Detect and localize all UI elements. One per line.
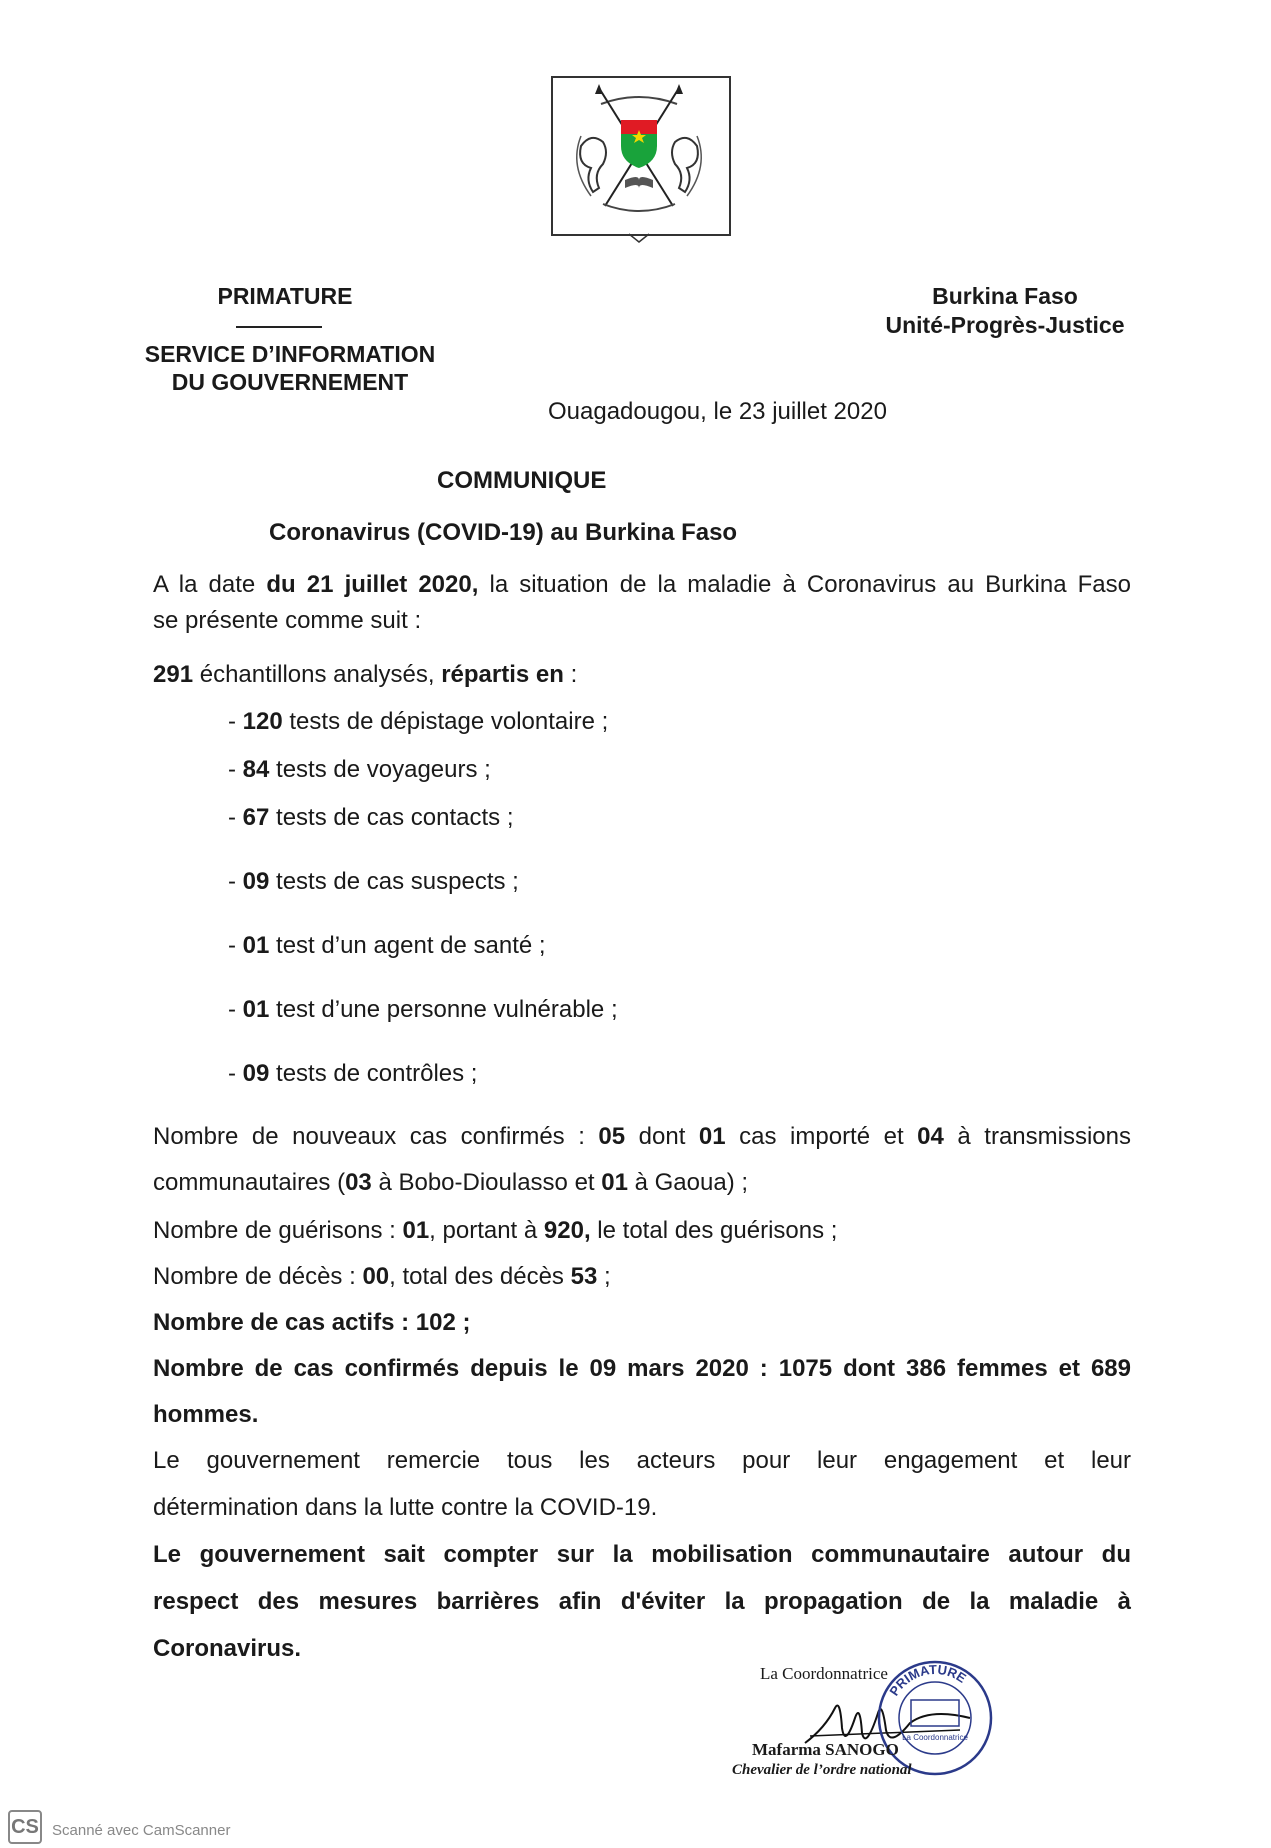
confirmed-line2: hommes.	[153, 1401, 259, 1428]
deaths-text: , total des décès	[389, 1263, 571, 1290]
header-service-line2: DU GOUVERNEMENT	[171, 369, 409, 395]
new-cases-text: à Bobo-Dioulasso et	[371, 1169, 602, 1196]
confirmed-line1: Nombre de cas confirmés depuis le 09 mars 2020 : 1075 dont 386 femmes et 689	[153, 1355, 1131, 1382]
test-label: tests de contrôles ;	[269, 1060, 478, 1087]
svg-text:PRIMATURE	[886, 1662, 969, 1699]
samples-split: répartis en	[441, 661, 564, 688]
signature-role: La Coordonnatrice	[760, 1664, 888, 1683]
test-item: - 120 tests de dépistage volontaire ;	[228, 708, 609, 735]
test-item: - 01 test d’un agent de santé ;	[228, 932, 546, 959]
test-label: tests de voyageurs ;	[269, 756, 491, 783]
test-count: 67	[242, 804, 270, 831]
camscanner-logo: CS	[8, 1810, 42, 1844]
samples-colon: :	[563, 661, 578, 688]
new-cases-text: cas importé et	[725, 1123, 918, 1150]
stamp-ring-text: PRIMATURE	[886, 1661, 969, 1699]
header-left-title: PRIMATURE	[217, 283, 353, 309]
closing-line1: Le gouvernement sait compter sur la mobilisation communautaire autour du	[153, 1541, 1131, 1568]
communique-subtitle: Coronavirus (COVID-19) au Burkina Faso	[269, 519, 738, 546]
coat-of-arms-emblem	[551, 76, 727, 244]
date-line: Ouagadougou, le 23 juillet 2020	[548, 398, 887, 425]
new-cases-line1	[153, 1122, 1131, 1152]
recoveries-text: , portant à	[429, 1217, 544, 1244]
test-count: 120	[242, 708, 283, 735]
active-cases-line: Nombre de cas actifs : 102 ;	[153, 1309, 471, 1336]
intro-line2: se présente comme suit :	[153, 607, 422, 634]
deaths-line	[153, 1262, 611, 1292]
test-count: 01	[242, 932, 270, 959]
intro-date: du 21 juillet 2020,	[266, 571, 479, 598]
recoveries-total: 920,	[543, 1217, 591, 1244]
closing-line2: respect des mesures barrières afin d'éviter la propagation de la maladie à	[153, 1588, 1131, 1615]
new-cases-line2	[153, 1168, 1131, 1198]
bobo-count: 03	[345, 1169, 372, 1196]
test-item: - 09 tests de cas suspects ;	[228, 868, 519, 895]
gaoua-count: 01	[601, 1169, 628, 1196]
new-cases-paragraph	[153, 1122, 1131, 1198]
test-count: 09	[242, 868, 270, 895]
test-label: tests de cas suspects ;	[269, 868, 519, 895]
test-count: 01	[242, 996, 270, 1023]
test-label: test d’un agent de santé ;	[269, 932, 546, 959]
signatory-distinction: Chevalier de l’ordre national	[732, 1762, 912, 1778]
test-count: 84	[242, 756, 270, 783]
intro-text-2: la situation de la maladie à Coronavirus au Burkina Faso	[478, 571, 1131, 598]
signatory-name: Mafarma SANOGO	[752, 1740, 899, 1759]
thanks-line2: détermination dans la lutte contre la COVID-19.	[153, 1494, 658, 1521]
recoveries-line	[153, 1216, 837, 1246]
samples-line	[153, 660, 577, 690]
recoveries-text: le total des guérisons ;	[590, 1217, 838, 1244]
new-cases-text: communautaires (	[153, 1169, 346, 1196]
new-cases-text: dont	[625, 1123, 699, 1150]
test-label: tests de dépistage volontaire ;	[282, 708, 609, 735]
samples-count: 291	[153, 661, 194, 688]
test-item: - 67 tests de cas contacts ;	[228, 804, 514, 831]
deaths-count: 00	[362, 1263, 390, 1290]
deaths-label: Nombre de décès :	[153, 1263, 363, 1290]
confirmed-paragraph	[153, 1354, 1131, 1430]
closing-paragraph	[153, 1540, 1131, 1664]
intro-line1	[153, 570, 1131, 600]
test-item: - 01 test d’une personne vulnérable ;	[228, 996, 618, 1023]
thanks-paragraph	[153, 1446, 1131, 1523]
test-label: test d’une personne vulnérable ;	[269, 996, 618, 1023]
header-motto: Unité-Progrès-Justice	[885, 312, 1125, 338]
community-count: 04	[917, 1123, 944, 1150]
thanks-line1: Le gouvernement remercie tous les acteurs pour leur engagement et leur	[153, 1447, 1131, 1474]
closing-line3: Coronavirus.	[153, 1635, 302, 1662]
official-stamp	[875, 1658, 995, 1778]
intro-text-1: A la date	[153, 571, 267, 598]
header-divider	[236, 326, 322, 328]
test-item: - 09 tests de contrôles ;	[228, 1060, 478, 1087]
new-cases-text: à transmissions	[943, 1123, 1132, 1150]
deaths-text: ;	[597, 1263, 611, 1290]
test-item: - 84 tests de voyageurs ;	[228, 756, 491, 783]
header-country: Burkina Faso	[932, 283, 1078, 309]
imported-count: 01	[698, 1123, 726, 1150]
recoveries-count: 01	[402, 1217, 430, 1244]
deaths-total: 53	[570, 1263, 598, 1290]
samples-text: échantillons analysés,	[193, 661, 442, 688]
communique-title: COMMUNIQUE	[437, 467, 607, 494]
new-cases-text: à Gaoua) ;	[627, 1169, 749, 1196]
recoveries-label: Nombre de guérisons :	[153, 1217, 403, 1244]
test-count: 09	[242, 1060, 270, 1087]
intro-paragraph	[153, 570, 1131, 636]
scanner-watermark: Scanné avec CamScanner	[52, 1822, 231, 1839]
new-cases-count: 05	[598, 1123, 626, 1150]
coat-of-arms-frame	[551, 76, 731, 236]
new-cases-label: Nombre de nouveaux cas confirmés :	[153, 1123, 599, 1150]
stamp-center-text: La Coordonnatrice	[902, 1733, 968, 1742]
header-service-line1: SERVICE D’INFORMATION	[144, 341, 436, 367]
test-label: tests de cas contacts ;	[269, 804, 514, 831]
